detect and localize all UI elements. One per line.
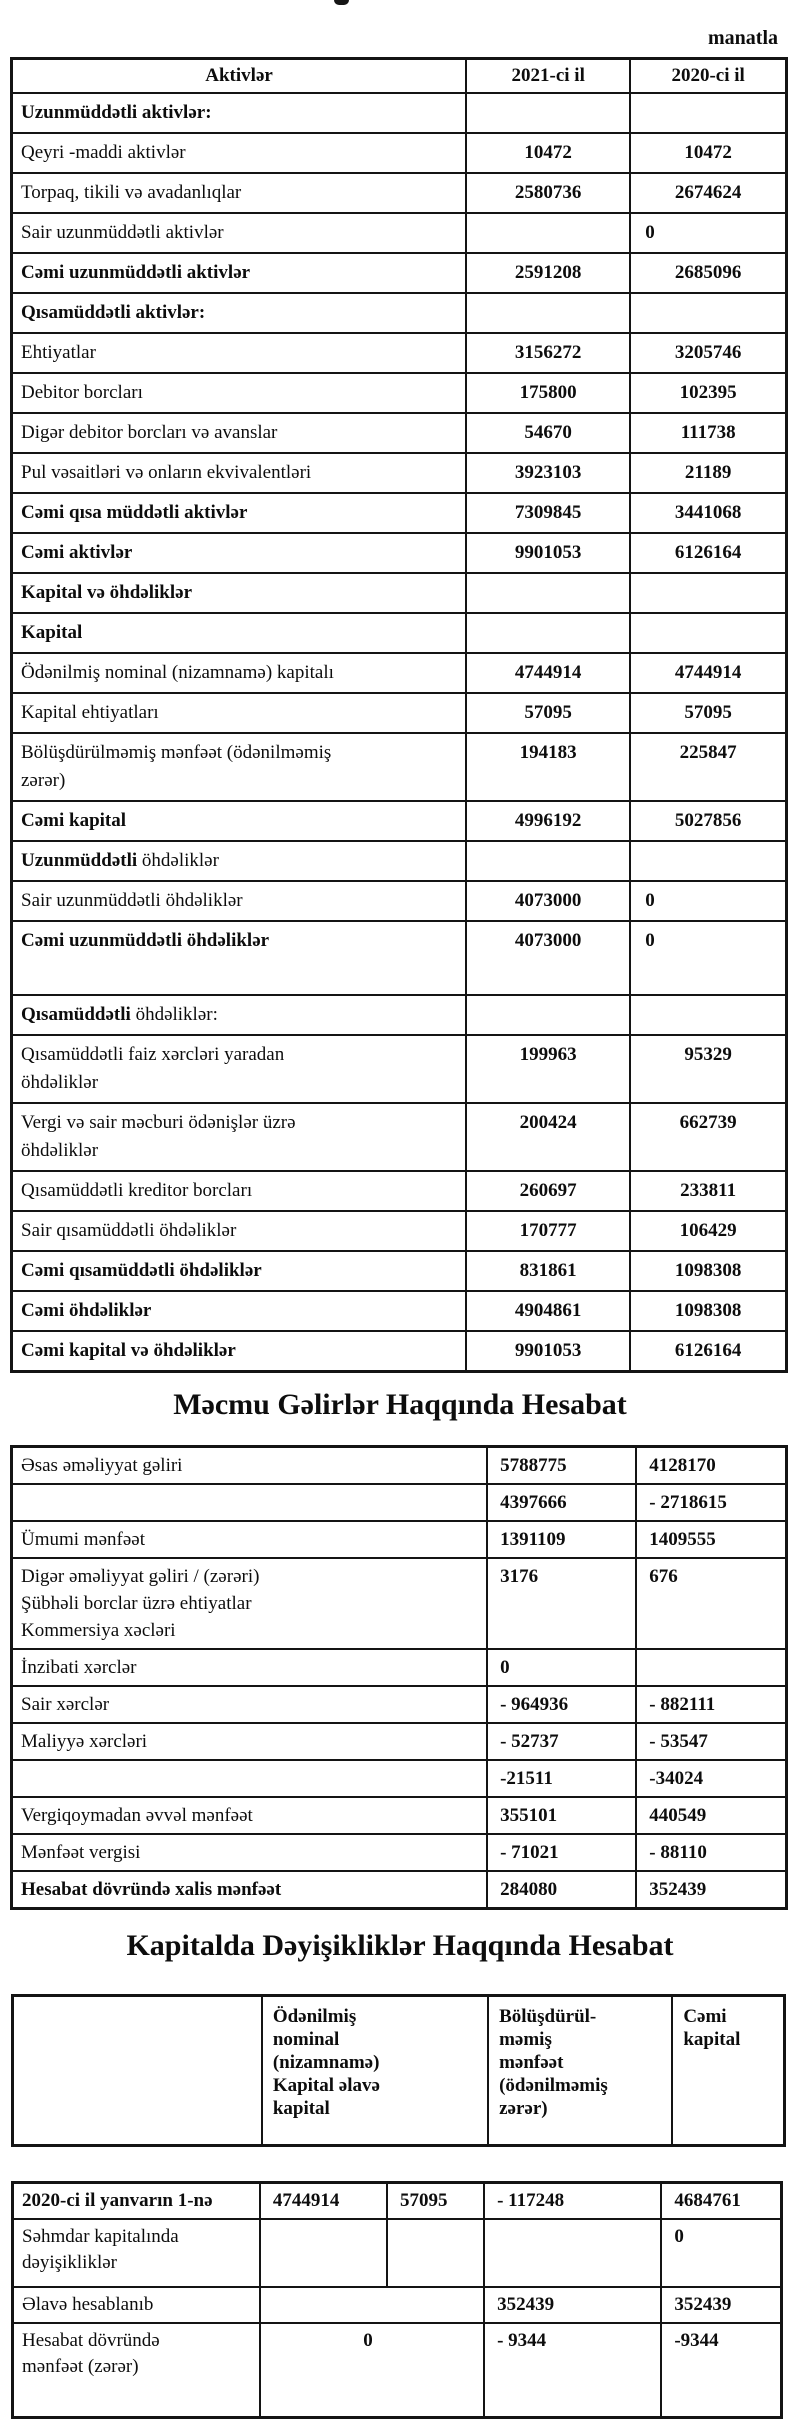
value-cell-2021: 54670 xyxy=(466,413,630,453)
value-cell-1 xyxy=(260,2287,484,2323)
value-cell-2020: 0 xyxy=(630,213,786,253)
row-label-cell: Debitor borcları xyxy=(12,373,467,413)
balance-sheet-body xyxy=(12,93,787,1372)
row-label-cell: Cəmi qısa müddətli aktivlər xyxy=(12,493,467,533)
row-label-cell: Qısamüddətli faiz xərcləri yaradan öhdəliklər xyxy=(12,1035,467,1103)
value-cell-2020 xyxy=(630,573,786,613)
income-statement-body xyxy=(12,1447,787,1909)
balance-row xyxy=(12,653,787,693)
equity-row xyxy=(13,2183,782,2220)
row-label-cell: Torpaq, tikili və avadanlıqlar xyxy=(12,173,467,213)
balance-row xyxy=(12,413,787,453)
value-cell-2021: 175800 xyxy=(466,373,630,413)
row-label-cell: Bölüşdürülməmiş mənfəət (ödənilməmiş zərər) xyxy=(12,733,467,801)
value-cell-3: 352439 xyxy=(661,2287,781,2323)
value-cell-2020 xyxy=(630,613,786,653)
value-cell-2021: 170777 xyxy=(466,1211,630,1251)
balance-column-header: Aktivlər xyxy=(12,59,467,94)
income-row xyxy=(12,1723,787,1760)
value-cell-2020: -34024 xyxy=(636,1760,786,1797)
value-cell-2020 xyxy=(630,293,786,333)
value-cell-2021: - 71021 xyxy=(487,1834,636,1871)
row-label-cell: Cəmi öhdəliklər xyxy=(12,1291,467,1331)
equity-column-header: Cəmi kapital xyxy=(672,1996,784,2146)
row-label-cell: Ödənilmiş nominal (nizamnamə) kapitalı xyxy=(12,653,467,693)
value-cell-2021: 199963 xyxy=(466,1035,630,1103)
value-cell-2021: 4073000 xyxy=(466,921,630,995)
row-label-cell: Cəmi aktivlər xyxy=(12,533,467,573)
equity-column-header xyxy=(13,1996,262,2146)
value-cell-2020: 3441068 xyxy=(630,493,786,533)
value-cell-2020: 111738 xyxy=(630,413,786,453)
value-cell-2021: 2580736 xyxy=(466,173,630,213)
value-cell-2021: 831861 xyxy=(466,1251,630,1291)
equity-column-header: Ödənilmiş nominal (nizamnamə) Kapital əlavə kapital xyxy=(262,1996,488,2146)
balance-row xyxy=(12,573,787,613)
value-cell-2020: 6126164 xyxy=(630,1331,786,1372)
equity-row xyxy=(13,2323,782,2418)
row-label-cell: Kapital xyxy=(12,613,467,653)
value-cell-2021 xyxy=(466,93,630,133)
value-cell-2020: 1098308 xyxy=(630,1251,786,1291)
value-cell-2021: 2591208 xyxy=(466,253,630,293)
value-cell-2020: 21189 xyxy=(630,453,786,493)
value-cell-2020: 0 xyxy=(630,921,786,995)
balance-row xyxy=(12,1251,787,1291)
balance-row xyxy=(12,493,787,533)
balance-row xyxy=(12,613,787,653)
value-cell-2020: 440549 xyxy=(636,1797,786,1834)
balance-row xyxy=(12,173,787,213)
value-cell-2020: - 88110 xyxy=(636,1834,786,1871)
balance-row xyxy=(12,293,787,333)
value-cell-2020: 57095 xyxy=(630,693,786,733)
value-cell-2021 xyxy=(466,573,630,613)
balance-row xyxy=(12,373,787,413)
row-label-cell: Cəmi kapital xyxy=(12,801,467,841)
value-cell-2021: 5788775 xyxy=(487,1447,636,1485)
balance-row xyxy=(12,93,787,133)
page-top-area xyxy=(0,0,800,57)
value-cell-2021: 9901053 xyxy=(466,1331,630,1372)
row-label-cell: Cəmi kapital və öhdəliklər xyxy=(12,1331,467,1372)
value-cell-2020: 225847 xyxy=(630,733,786,801)
row-label-cell: Səhmdar kapitalında dəyişikliklər xyxy=(13,2219,260,2287)
value-cell-2020: - 2718615 xyxy=(636,1484,786,1521)
income-row xyxy=(12,1447,787,1485)
row-label-cell: 2020-ci il yanvarın 1-nə xyxy=(13,2183,260,2220)
value-cell-2020: 5027856 xyxy=(630,801,786,841)
value-cell-1: 4744914 xyxy=(260,2183,387,2220)
equity-statement-header-body xyxy=(13,1996,785,2146)
value-cell-2021: 194183 xyxy=(466,733,630,801)
balance-row xyxy=(12,333,787,373)
value-cell-4: 4684761 xyxy=(661,2183,781,2220)
balance-row xyxy=(12,1331,787,1372)
row-label-cell: İnzibati xərclər xyxy=(12,1649,488,1686)
value-cell-2020: 106429 xyxy=(630,1211,786,1251)
balance-row xyxy=(12,693,787,733)
value-cell-2021 xyxy=(466,613,630,653)
value-cell-2020: 10472 xyxy=(630,133,786,173)
value-cell-2020: 233811 xyxy=(630,1171,786,1211)
currency-unit-note: manatla xyxy=(708,27,778,49)
equity-statement-header-table xyxy=(11,1994,786,2147)
balance-sheet-table xyxy=(10,57,788,1373)
value-cell-1: 0 xyxy=(260,2323,484,2418)
value-cell-4: 0 xyxy=(661,2219,781,2287)
balance-row xyxy=(12,1211,787,1251)
value-cell-2021: 9901053 xyxy=(466,533,630,573)
equity-statement-data-body xyxy=(13,2183,782,2418)
value-cell-2021: 4996192 xyxy=(466,801,630,841)
value-cell-2021: - 52737 xyxy=(487,1723,636,1760)
row-label-cell: Ehtiyatlar xyxy=(12,333,467,373)
value-cell-2021: 4744914 xyxy=(466,653,630,693)
balance-row xyxy=(12,1035,787,1103)
balance-row xyxy=(12,801,787,841)
income-statement-title: Məcmu Gəlirlər Haqqında Hesabat xyxy=(173,1388,627,1421)
row-label-cell: Cəmi qısamüddətli öhdəliklər xyxy=(12,1251,467,1291)
balance-header-row xyxy=(12,59,787,94)
balance-row xyxy=(12,995,787,1035)
value-cell-2020: 95329 xyxy=(630,1035,786,1103)
value-cell-2021: -21511 xyxy=(487,1760,636,1797)
row-label-cell: Əlavə hesablanıb xyxy=(13,2287,260,2323)
balance-row xyxy=(12,1291,787,1331)
row-label-cell: Vergiqoymadan əvvəl mənfəət xyxy=(12,1797,488,1834)
row-label-cell: Mənfəət vergisi xyxy=(12,1834,488,1871)
income-row xyxy=(12,1871,787,1909)
value-cell-2021 xyxy=(466,841,630,881)
value-cell-2021: 260697 xyxy=(466,1171,630,1211)
row-label-cell xyxy=(12,1484,488,1521)
row-label-cell xyxy=(12,1760,488,1797)
value-cell-2020: 6126164 xyxy=(630,533,786,573)
equity-statement-title: Kapitalda Dəyişikliklər Haqqında Hesabat xyxy=(126,1929,674,1962)
value-cell-2020: 352439 xyxy=(636,1871,786,1909)
value-cell-2021: 0 xyxy=(487,1649,636,1686)
value-cell-2021: 4073000 xyxy=(466,881,630,921)
value-cell-2020: 4128170 xyxy=(636,1447,786,1485)
balance-sheet-header xyxy=(12,59,787,94)
equity-statement-data-table xyxy=(11,2181,783,2419)
balance-row xyxy=(12,733,787,801)
balance-row xyxy=(12,921,787,995)
equity-row xyxy=(13,2219,782,2287)
income-row xyxy=(12,1649,787,1686)
value-cell-2020: 662739 xyxy=(630,1103,786,1171)
row-label-cell: Sair xərclər xyxy=(12,1686,488,1723)
value-cell-2021: 1391109 xyxy=(487,1521,636,1558)
balance-row xyxy=(12,881,787,921)
income-row xyxy=(12,1834,787,1871)
row-label-cell: Maliyyə xərcləri xyxy=(12,1723,488,1760)
row-label-cell: Sair qısamüddətli öhdəliklər xyxy=(12,1211,467,1251)
equity-row xyxy=(13,2287,782,2323)
value-cell-2020: 1098308 xyxy=(630,1291,786,1331)
value-cell-2020: 2685096 xyxy=(630,253,786,293)
row-label-cell: Digər əməliyyat gəliri / (zərəri) Şübhəli borclar üzrə ehtiyatlar Kommersiya xəcləri xyxy=(12,1558,488,1649)
value-cell-2021: 3156272 xyxy=(466,333,630,373)
balance-row xyxy=(12,1171,787,1211)
row-label-cell: Uzunmüddətli aktivlər: xyxy=(12,93,467,133)
income-row xyxy=(12,1686,787,1723)
balance-row xyxy=(12,533,787,573)
row-label-cell: Qeyri -maddi aktivlər xyxy=(12,133,467,173)
row-label-cell: Vergi və sair məcburi ödənişlər üzrə öhdəliklər xyxy=(12,1103,467,1171)
income-row xyxy=(12,1521,787,1558)
value-cell-2021: - 964936 xyxy=(487,1686,636,1723)
value-cell-2021: 3923103 xyxy=(466,453,630,493)
value-cell-2020 xyxy=(630,841,786,881)
value-cell-2020: 3205746 xyxy=(630,333,786,373)
value-cell-2021: 3176 xyxy=(487,1558,636,1649)
value-cell-3 xyxy=(484,2219,661,2287)
row-label-cell: Sair uzunmüddətli öhdəliklər xyxy=(12,881,467,921)
row-label-cell: Kapital ehtiyatları xyxy=(12,693,467,733)
row-label-cell: Hesabat dövründə mənfəət (zərər) xyxy=(13,2323,260,2418)
row-label-cell: Digər debitor borcları və avanslar xyxy=(12,413,467,453)
income-row xyxy=(12,1760,787,1797)
balance-column-header: 2021-ci il xyxy=(466,59,630,94)
row-label-cell: Əsas əməliyyat gəliri xyxy=(12,1447,488,1485)
income-statement-table xyxy=(10,1445,788,1910)
row-label-cell: Uzunmüddətli öhdəliklər xyxy=(12,841,467,881)
value-cell-2020: 1409555 xyxy=(636,1521,786,1558)
balance-row xyxy=(12,841,787,881)
value-cell-1 xyxy=(260,2219,387,2287)
row-label-cell: Hesabat dövründə xalis mənfəət xyxy=(12,1871,488,1909)
balance-row xyxy=(12,133,787,173)
balance-column-header: 2020-ci il xyxy=(630,59,786,94)
value-cell-2 xyxy=(387,2219,484,2287)
value-cell-2020: 0 xyxy=(630,881,786,921)
row-label-cell: Sair uzunmüddətli aktivlər xyxy=(12,213,467,253)
row-label-cell: Kapital və öhdəliklər xyxy=(12,573,467,613)
value-cell-2020: - 53547 xyxy=(636,1723,786,1760)
value-cell-2020: 102395 xyxy=(630,373,786,413)
value-cell-2021 xyxy=(466,995,630,1035)
value-cell-2021: 355101 xyxy=(487,1797,636,1834)
equity-header-row xyxy=(13,1996,785,2146)
value-cell-3: -9344 xyxy=(661,2323,781,2418)
row-label-cell: Qısamüddətli öhdəliklər: xyxy=(12,995,467,1035)
value-cell-2020: 676 xyxy=(636,1558,786,1649)
value-cell-2: - 9344 xyxy=(484,2323,661,2418)
value-cell-2021: 4904861 xyxy=(466,1291,630,1331)
equity-column-header: Bölüşdürül- məmiş mənfəət (ödənilməmiş zərər) xyxy=(488,1996,672,2146)
row-label-cell: Cəmi uzunmüddətli aktivlər xyxy=(12,253,467,293)
income-row xyxy=(12,1797,787,1834)
value-cell-2020: 2674624 xyxy=(630,173,786,213)
balance-row xyxy=(12,453,787,493)
balance-row xyxy=(12,1103,787,1171)
row-label-cell: Qısamüddətli kreditor borcları xyxy=(12,1171,467,1211)
income-row xyxy=(12,1558,787,1649)
value-cell-2020 xyxy=(636,1649,786,1686)
value-cell-2020: - 882111 xyxy=(636,1686,786,1723)
row-label-cell: Ümumi mənfəət xyxy=(12,1521,488,1558)
value-cell-2021: 284080 xyxy=(487,1871,636,1909)
income-row xyxy=(12,1484,787,1521)
row-label-cell: Pul vəsaitləri və onların ekvivalentləri xyxy=(12,453,467,493)
value-cell-2: 57095 xyxy=(387,2183,484,2220)
value-cell-2020 xyxy=(630,995,786,1035)
cropped-text-fragment xyxy=(334,0,349,5)
value-cell-2021: 57095 xyxy=(466,693,630,733)
value-cell-2: 352439 xyxy=(484,2287,661,2323)
value-cell-2021: 4397666 xyxy=(487,1484,636,1521)
value-cell-2021: 200424 xyxy=(466,1103,630,1171)
row-label-cell: Qısamüddətli aktivlər: xyxy=(12,293,467,333)
row-label-cell: Cəmi uzunmüddətli öhdəliklər xyxy=(12,921,467,995)
value-cell-2020 xyxy=(630,93,786,133)
value-cell-2021 xyxy=(466,293,630,333)
value-cell-2021: 10472 xyxy=(466,133,630,173)
balance-row xyxy=(12,213,787,253)
value-cell-2020: 4744914 xyxy=(630,653,786,693)
balance-row xyxy=(12,253,787,293)
value-cell-3: - 117248 xyxy=(484,2183,661,2220)
value-cell-2021: 7309845 xyxy=(466,493,630,533)
value-cell-2021 xyxy=(466,213,630,253)
